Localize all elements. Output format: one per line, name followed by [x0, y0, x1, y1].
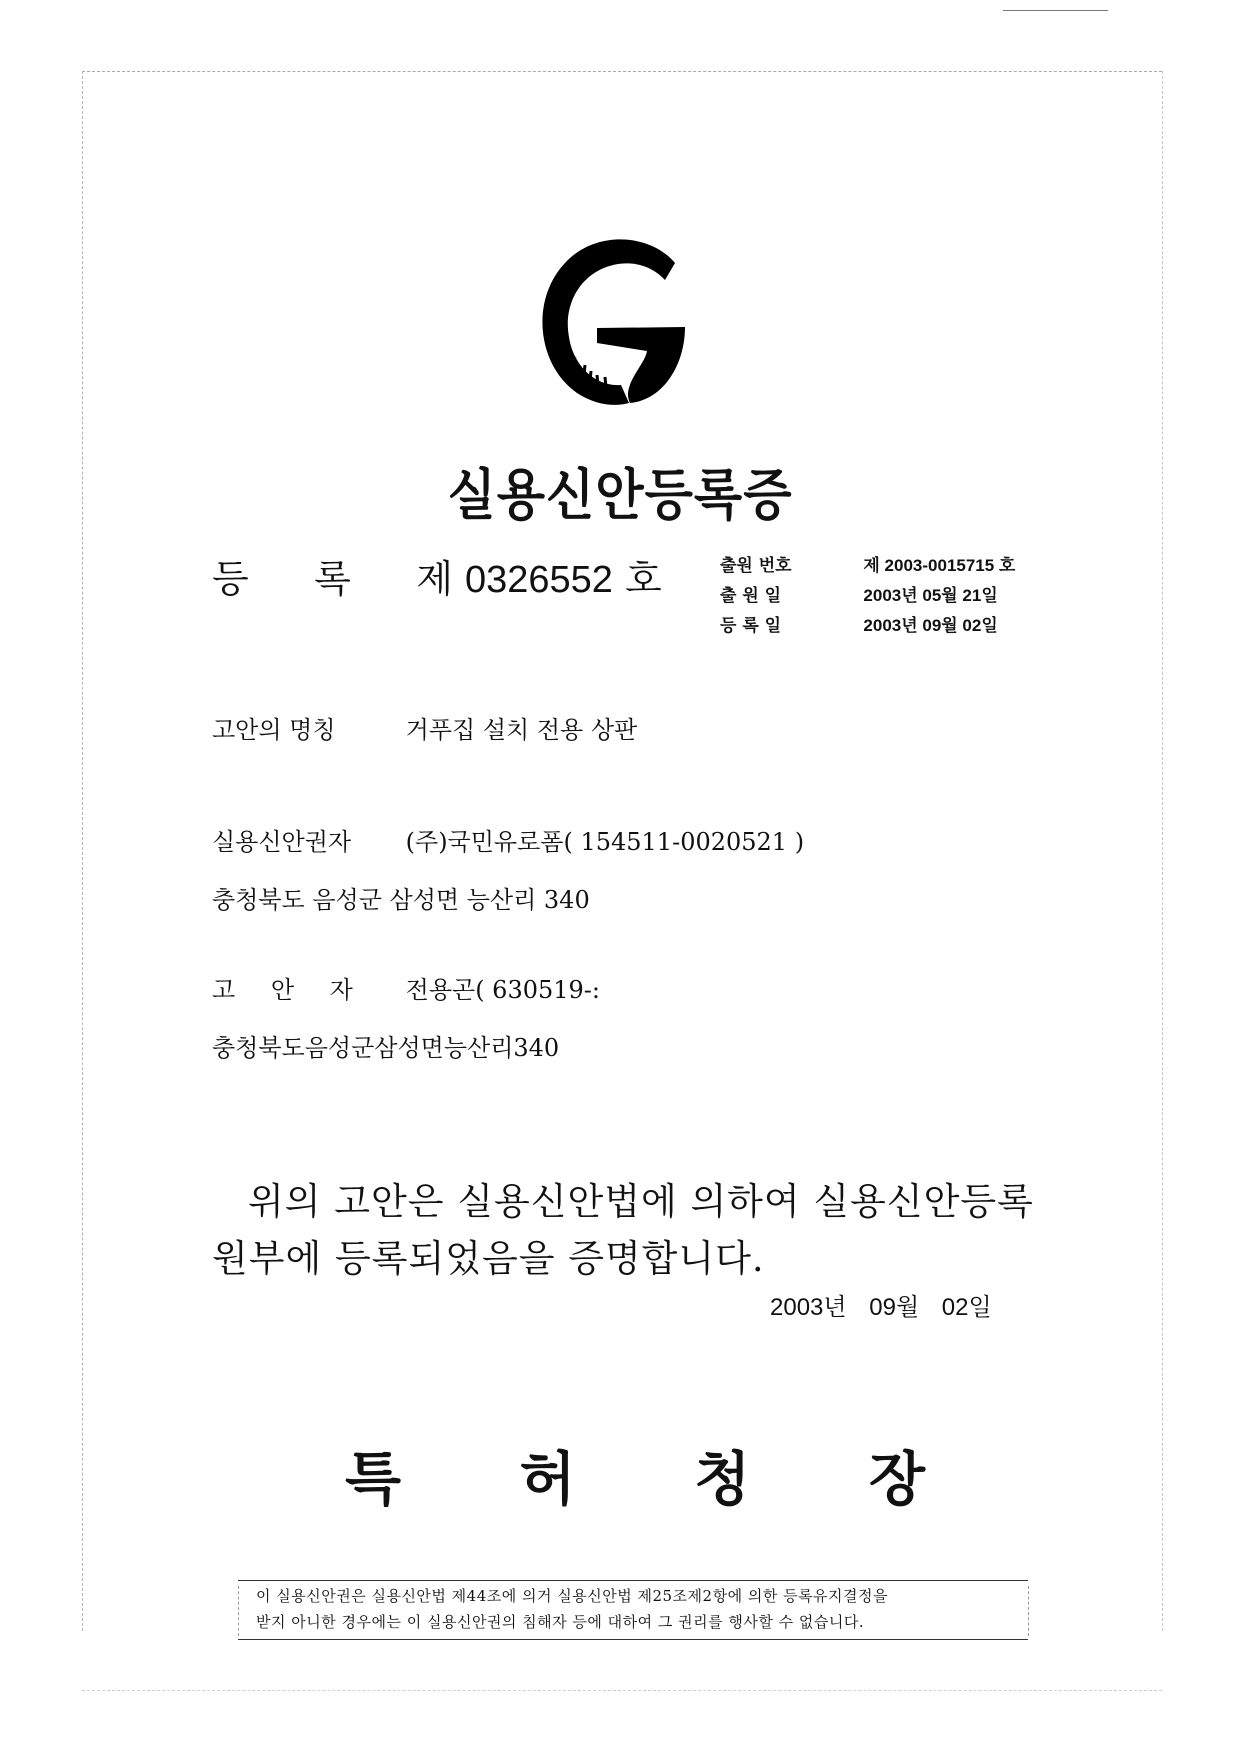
device-name-label: 고안의 명칭 [212, 716, 336, 744]
statement-line-2: 원부에 등록되었음을 증명합니다. [212, 1237, 765, 1280]
kipo-g-emblem-icon [525, 225, 715, 415]
certification-statement [212, 1173, 1052, 1287]
notice-line-2: 받지 아니한 경우에는 이 실용신안권의 침해자 등에 대하여 그 권리를 행사할 수 없습니다. [256, 1613, 865, 1631]
right-holder-label: 실용신안권자 [212, 828, 352, 856]
issuer-char: 허 [519, 1445, 576, 1513]
issuer-char: 특 [345, 1445, 402, 1513]
issuer-char: 장 [868, 1445, 925, 1513]
device-name-value: 거푸집 설치 전용 상판 [405, 716, 638, 744]
issuer-title [345, 1432, 925, 1516]
application-meta [720, 551, 1015, 641]
right-holder-name: (주)국민유로폼( 154511-0020521 ) [405, 828, 805, 856]
right-holder-field [212, 822, 804, 857]
statement-line-1: 위의 고안은 실용신안법에 의하여 실용신안등록 [248, 1180, 1034, 1223]
notice-line-1: 이 실용신안권은 실용신안법 제44조에 의거 실용신안법 제25조제2항에 의한 등록유지결정을 [256, 1587, 889, 1605]
notice-border-right [1028, 1586, 1029, 1636]
reg-label-char-2: 록 [314, 557, 351, 601]
meta-row [720, 581, 1015, 611]
meta-value: 제 2003-0015715 호 [863, 556, 1016, 575]
meta-label: 등 록 일 [720, 616, 782, 636]
right-holder-address: 충청북도 음성군 삼성면 능산리 340 [212, 886, 590, 914]
legal-notice [238, 1580, 1028, 1640]
meta-row [720, 551, 1015, 581]
reg-label-char-1: 등 [212, 557, 249, 601]
reg-suffix: 호 [625, 557, 662, 601]
page-frame-left [82, 71, 83, 1631]
inventor-label: 고 안 자 [212, 976, 353, 1004]
registration-number [212, 548, 662, 603]
meta-value: 2003년 09월 02일 [863, 616, 998, 635]
page-frame-bottom [82, 1690, 1162, 1691]
page-frame-top [82, 71, 1162, 72]
meta-row [720, 611, 1015, 641]
inventor-address: 충청북도음성군삼성면능산리340 [212, 1034, 560, 1062]
inventor-name: 전용곤( 630519-: [405, 976, 600, 1004]
meta-label: 출 원 일 [720, 586, 782, 606]
page-frame-right [1162, 71, 1163, 1631]
scan-rule [1003, 10, 1108, 11]
statement-date: 2003년 09월 02일 [770, 1294, 992, 1321]
reg-prefix: 제 [416, 557, 453, 601]
issuer-char: 청 [694, 1445, 751, 1513]
meta-value: 2003년 05월 21일 [863, 586, 998, 605]
device-name-field [212, 710, 637, 745]
document-title: 실용신안등록증 [447, 463, 793, 528]
meta-label: 출원 번호 [720, 556, 792, 576]
reg-number: 0326552 [465, 559, 613, 601]
inventor-field [212, 970, 600, 1005]
